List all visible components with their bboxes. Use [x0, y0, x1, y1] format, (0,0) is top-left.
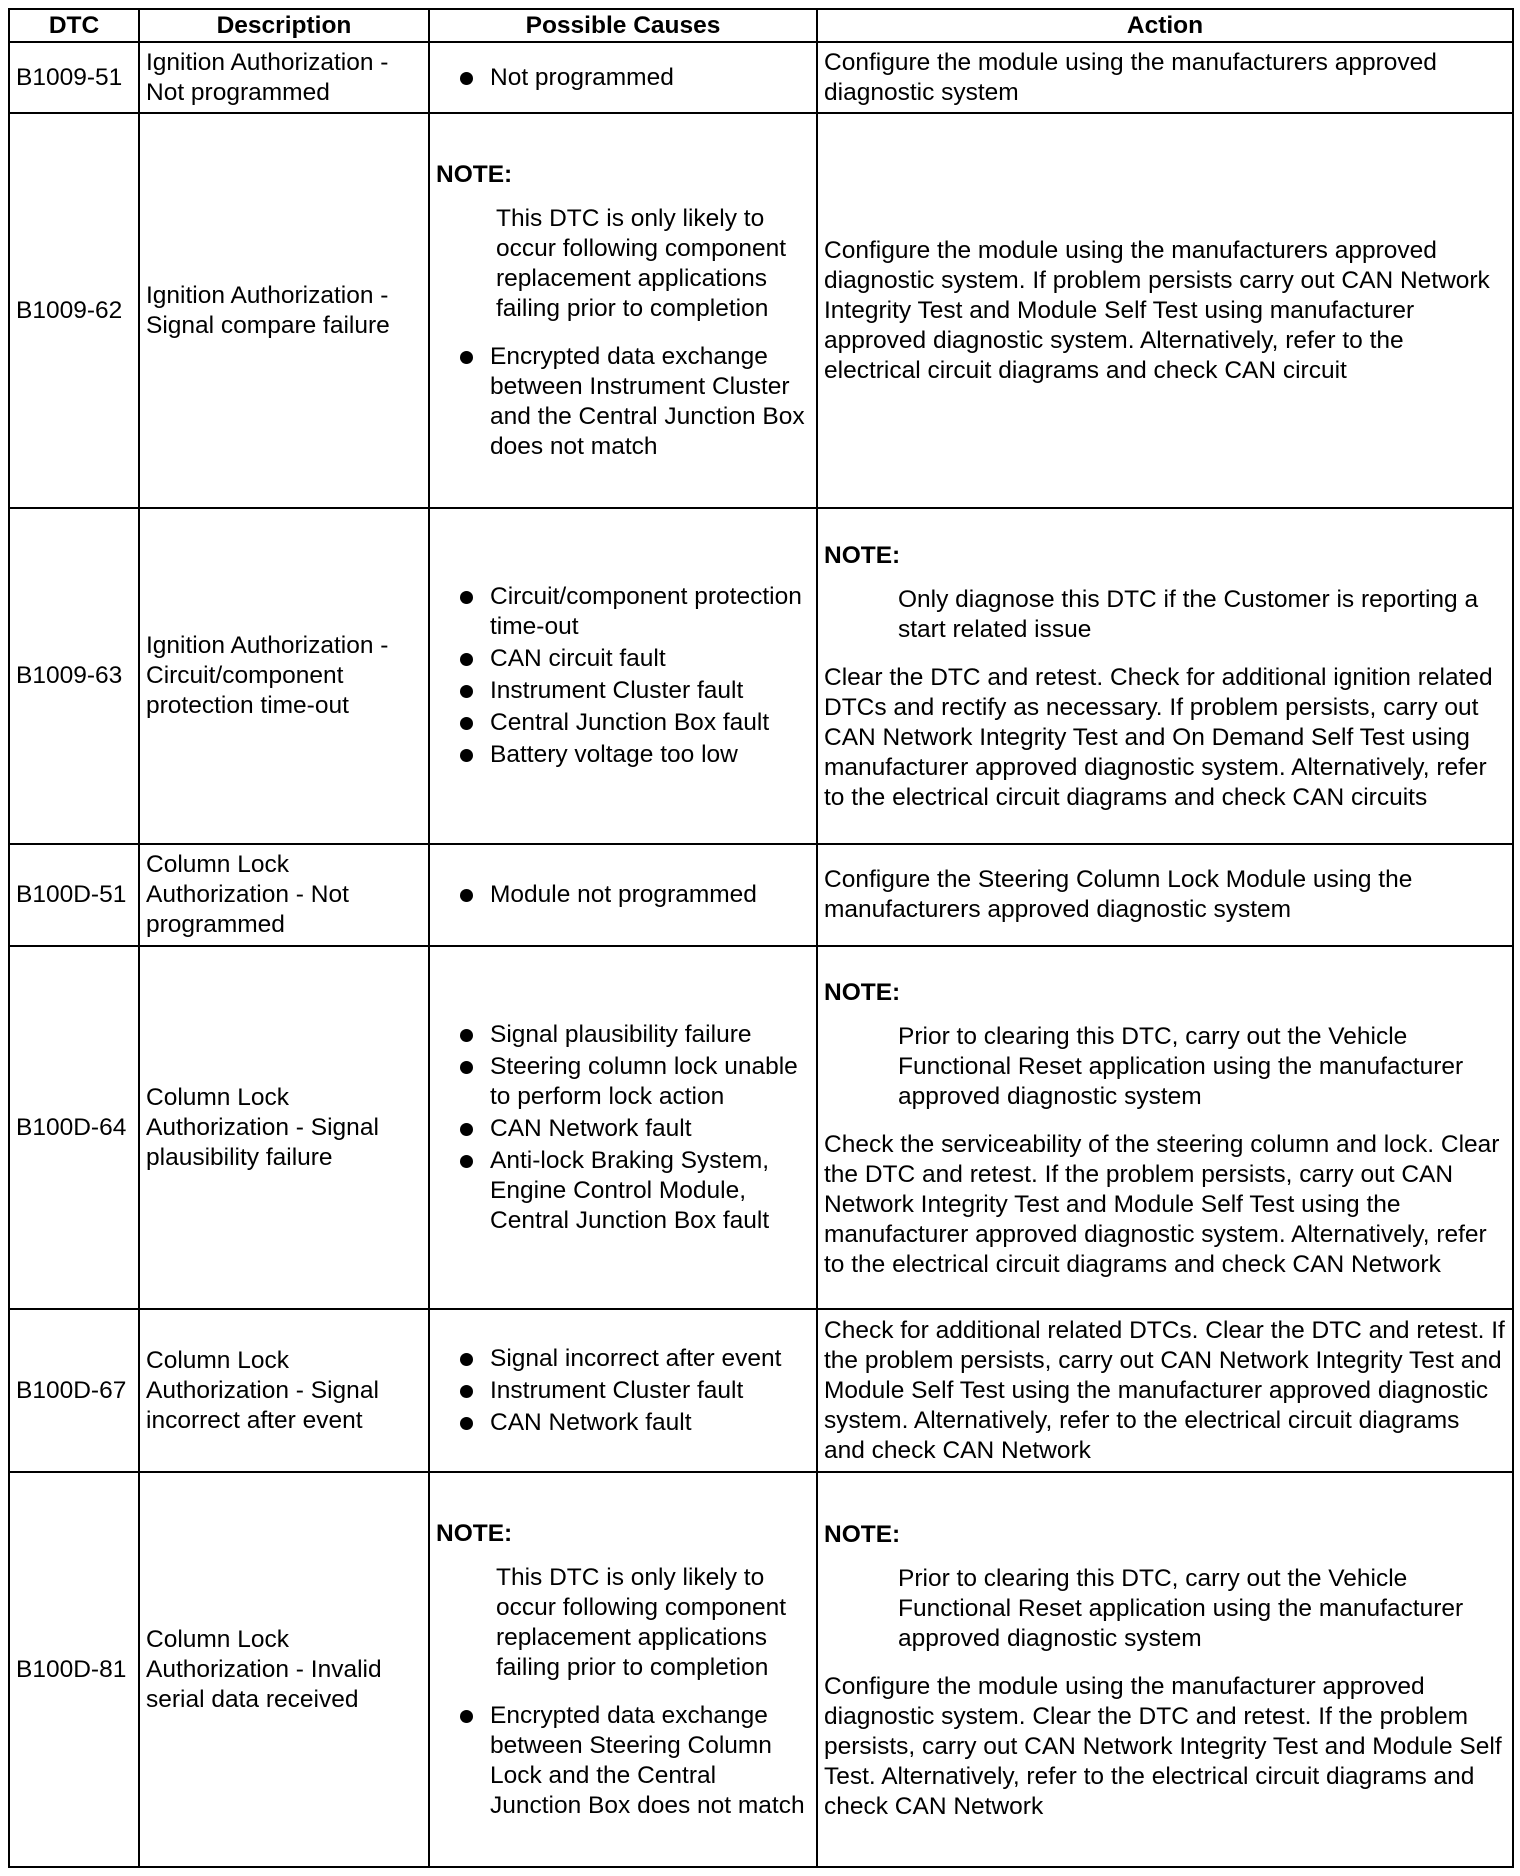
- possible-causes-cell: [429, 42, 817, 113]
- causes-list: [436, 342, 810, 462]
- action-text: Configure the module using the manufacturers approved diagnostic system: [824, 48, 1437, 106]
- bullet-icon: [460, 1155, 473, 1168]
- dtc-description: Ignition Authorization - Signal compare failure: [139, 113, 429, 508]
- list-item: [460, 1376, 810, 1406]
- list-item: [460, 63, 810, 93]
- dtc-code: B1009-63: [9, 508, 139, 844]
- dtc-code: B100D-81: [9, 1472, 139, 1867]
- action-text: Check for additional related DTCs. Clear the DTC and retest. If the problem persists, carry out CAN Network Integrity Test and Module Self Test using the manufacturer approved diagnostic system. Alternatively, refer to the electrical circuit diagrams and check CAN Network: [824, 1316, 1505, 1464]
- dtc-code: B100D-51: [9, 844, 139, 946]
- header-dtc: DTC: [9, 9, 139, 42]
- causes-list: [436, 1344, 810, 1438]
- possible-causes-cell: [429, 844, 817, 946]
- action-cell: [817, 508, 1513, 844]
- causes-list: [436, 582, 810, 770]
- bullet-icon: [460, 717, 473, 730]
- table-row: [9, 1309, 1513, 1472]
- list-item: [460, 676, 810, 706]
- possible-causes-cell: [429, 113, 817, 508]
- cause-text: Battery voltage too low: [490, 741, 738, 768]
- dtc-description: Column Lock Authorization - Signal incorrect after event: [139, 1309, 429, 1472]
- list-item: [460, 582, 810, 642]
- bullet-icon: [460, 1061, 473, 1074]
- action-text: Configure the Steering Column Lock Module using the manufacturers approved diagnostic system: [824, 866, 1413, 923]
- action-note-text: Only diagnose this DTC if the Customer is reporting a start related issue: [898, 586, 1479, 643]
- dtc-description: Column Lock Authorization - Signal plausibility failure: [139, 946, 429, 1309]
- list-item: [460, 708, 810, 738]
- action-note-label: NOTE:: [824, 1520, 901, 1548]
- causes-list: [436, 63, 810, 93]
- causes-note-text: This DTC is only likely to occur following component replacement applications failing prior to completion: [496, 204, 787, 322]
- dtc-description: Column Lock Authorization - Invalid serial data received: [139, 1472, 429, 1867]
- possible-causes-cell: [429, 1309, 817, 1472]
- cause-text: Anti-lock Braking System, Engine Control Module, Central Junction Box fault: [490, 1146, 770, 1234]
- action-cell: [817, 946, 1513, 1309]
- causes-list: [436, 1701, 810, 1821]
- bullet-icon: [460, 351, 473, 364]
- action-cell: [817, 42, 1513, 113]
- bullet-icon: [460, 1710, 473, 1723]
- action-cell: [817, 113, 1513, 508]
- cause-text: Instrument Cluster fault: [490, 1376, 744, 1404]
- cause-text: CAN circuit fault: [490, 645, 666, 672]
- cause-text: Signal incorrect after event: [490, 1344, 782, 1372]
- list-item: [460, 1344, 810, 1374]
- causes-note-label: NOTE:: [436, 1519, 513, 1547]
- possible-causes-cell: [429, 946, 817, 1309]
- action-text: Configure the module using the manufacturer approved diagnostic system. Clear the DTC and retest. If the problem persists, carry out CAN Network Integrity Test and Module Self Test. Alternatively, refer to the electrical circuit diagrams and check CAN Network: [824, 1672, 1502, 1820]
- list-item: [460, 1020, 810, 1050]
- dtc-code: B1009-51: [9, 42, 139, 113]
- dtc-code: B100D-67: [9, 1309, 139, 1472]
- action-text: Check the serviceability of the steering column and lock. Clear the DTC and retest. If the problem persists, carry out CAN Network Integrity Test and Module Self Test using the manufacturer approved diagnostic system. Alternatively, refer to the electrical circuit diagrams and check CAN Network: [824, 1130, 1500, 1278]
- bullet-icon: [460, 1123, 473, 1136]
- cause-text: Encrypted data exchange between Instrument Cluster and the Central Junction Box does not match: [490, 342, 805, 460]
- cause-text: Encrypted data exchange between Steering Column Lock and the Central Junction Box does not match: [490, 1701, 805, 1819]
- list-item: [460, 740, 810, 770]
- action-cell: [817, 1472, 1513, 1867]
- cause-text: Central Junction Box fault: [490, 709, 770, 736]
- table-header-row: [9, 9, 1513, 42]
- list-item: [460, 342, 810, 462]
- table-row: [9, 508, 1513, 844]
- cause-text: Not programmed: [490, 63, 674, 91]
- action-note-label: NOTE:: [824, 542, 901, 569]
- possible-causes-cell: [429, 508, 817, 844]
- bullet-icon: [460, 653, 473, 666]
- action-note-label: NOTE:: [824, 978, 901, 1006]
- cause-text: Steering column lock unable to perform lock action: [490, 1052, 798, 1110]
- dtc-description: Ignition Authorization - Not programmed: [139, 42, 429, 113]
- causes-list: [436, 880, 810, 910]
- bullet-icon: [460, 749, 473, 762]
- list-item: [460, 1701, 810, 1821]
- cause-text: CAN Network fault: [490, 1408, 692, 1436]
- list-item: [460, 1052, 810, 1112]
- list-item: [460, 1146, 810, 1236]
- dtc-table: [8, 8, 1514, 1868]
- table-row: [9, 1472, 1513, 1867]
- dtc-code: B100D-64: [9, 946, 139, 1309]
- bullet-icon: [460, 685, 473, 698]
- dtc-description: Ignition Authorization - Circuit/component protection time-out: [139, 508, 429, 844]
- cause-text: Circuit/component protection time-out: [490, 583, 802, 640]
- list-item: [460, 1408, 810, 1438]
- action-note-text: Prior to clearing this DTC, carry out the Vehicle Functional Reset application using the manufacturer approved diagnostic system: [898, 1022, 1464, 1110]
- causes-note-text: This DTC is only likely to occur following component replacement applications failing prior to completion: [496, 1563, 787, 1681]
- table-body: [9, 42, 1513, 1867]
- action-note-text: Prior to clearing this DTC, carry out the Vehicle Functional Reset application using the manufacturer approved diagnostic system: [898, 1564, 1464, 1652]
- action-cell: [817, 844, 1513, 946]
- table-row: [9, 42, 1513, 113]
- bullet-icon: [460, 1029, 473, 1042]
- dtc-code: B1009-62: [9, 113, 139, 508]
- dtc-description: Column Lock Authorization - Not programmed: [139, 844, 429, 946]
- bullet-icon: [460, 889, 473, 902]
- table-row: [9, 113, 1513, 508]
- possible-causes-cell: [429, 1472, 817, 1867]
- causes-list: [436, 1020, 810, 1236]
- bullet-icon: [460, 1417, 473, 1430]
- header-possible-causes: Possible Causes: [429, 9, 817, 42]
- list-item: [460, 880, 810, 910]
- header-action: Action: [817, 9, 1513, 42]
- list-item: [460, 1114, 810, 1144]
- action-text: Clear the DTC and retest. Check for additional ignition related DTCs and rectify as necessary. If problem persists, carry out CAN Network Integrity Test and On Demand Self Test using manufacturer approved diagnostic system. Alternatively, refer to the electrical circuit diagrams and check CAN circuits: [824, 664, 1493, 811]
- bullet-icon: [460, 591, 473, 604]
- table-row: [9, 946, 1513, 1309]
- cause-text: Instrument Cluster fault: [490, 677, 744, 704]
- bullet-icon: [460, 72, 473, 85]
- cause-text: Signal plausibility failure: [490, 1020, 752, 1048]
- cause-text: Module not programmed: [490, 881, 757, 908]
- table-row: [9, 844, 1513, 946]
- bullet-icon: [460, 1353, 473, 1366]
- list-item: [460, 644, 810, 674]
- action-text: Configure the module using the manufacturers approved diagnostic system. If problem persists carry out CAN Network Integrity Test and Module Self Test using manufacturer approved diagnostic system. Alternatively, refer to the electrical circuit diagrams and check CAN circuit: [824, 236, 1490, 384]
- header-description: Description: [139, 9, 429, 42]
- cause-text: CAN Network fault: [490, 1114, 692, 1142]
- bullet-icon: [460, 1385, 473, 1398]
- causes-note-label: NOTE:: [436, 160, 513, 188]
- action-cell: [817, 1309, 1513, 1472]
